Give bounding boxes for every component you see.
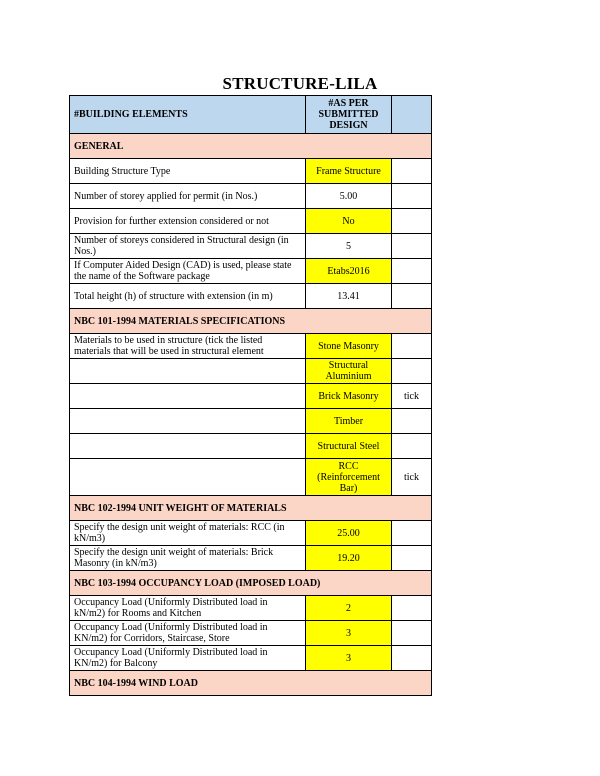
row-label — [70, 384, 306, 409]
header-building-elements: #BUILDING ELEMENTS — [70, 96, 306, 134]
row-value[interactable]: Etabs2016 — [306, 259, 392, 284]
row-label: Provision for further extension considered or not — [70, 209, 306, 234]
table-row — [70, 284, 432, 309]
section-title: NBC 102-1994 UNIT WEIGHT OF MATERIALS — [70, 496, 432, 521]
row-extra[interactable] — [392, 159, 432, 184]
table-row — [70, 184, 432, 209]
table-row — [70, 159, 432, 184]
row-value[interactable]: 2 — [306, 596, 392, 621]
row-extra[interactable] — [392, 259, 432, 284]
row-value[interactable]: 13.41 — [306, 284, 392, 309]
row-value[interactable]: Timber — [306, 409, 392, 434]
table-row — [70, 434, 432, 459]
row-extra[interactable] — [392, 359, 432, 384]
row-value[interactable]: Structural Aluminium — [306, 359, 392, 384]
section-title: GENERAL — [70, 134, 432, 159]
row-extra[interactable] — [392, 521, 432, 546]
row-label — [70, 434, 306, 459]
row-extra[interactable] — [392, 409, 432, 434]
row-value[interactable]: Stone Masonry — [306, 334, 392, 359]
section-title: NBC 104-1994 WIND LOAD — [70, 671, 432, 696]
row-value[interactable]: 3 — [306, 621, 392, 646]
row-extra[interactable] — [392, 184, 432, 209]
table-header-row — [70, 96, 432, 134]
row-label: Specify the design unit weight of materials: Brick Masonry (in kN/m3) — [70, 546, 306, 571]
row-label: Occupancy Load (Uniformly Distributed load in KN/m2) for Corridors, Staircase, Store — [70, 621, 306, 646]
table-row — [70, 384, 432, 409]
table-row — [70, 209, 432, 234]
table-row — [70, 621, 432, 646]
row-value[interactable]: RCC (Reinforcement Bar) — [306, 459, 392, 496]
section-nbc-102 — [70, 496, 432, 521]
section-nbc-103 — [70, 571, 432, 596]
row-value[interactable]: 5.00 — [306, 184, 392, 209]
table-row — [70, 596, 432, 621]
row-label: Number of storey applied for permit (in Nos.) — [70, 184, 306, 209]
table-row — [70, 359, 432, 384]
header-submitted-design: #AS PER SUBMITTED DESIGN — [306, 96, 392, 134]
row-extra[interactable] — [392, 209, 432, 234]
header-extra — [392, 96, 432, 134]
section-nbc-101 — [70, 309, 432, 334]
row-extra[interactable] — [392, 646, 432, 671]
row-label: Building Structure Type — [70, 159, 306, 184]
row-value[interactable]: Structural Steel — [306, 434, 392, 459]
row-label: Specify the design unit weight of materials: RCC (in kN/m3) — [70, 521, 306, 546]
row-value[interactable]: 3 — [306, 646, 392, 671]
row-extra[interactable] — [392, 234, 432, 259]
row-extra[interactable] — [392, 284, 432, 309]
table-row — [70, 334, 432, 359]
table-row — [70, 459, 432, 496]
row-label: Occupancy Load (Uniformly Distributed load in KN/m2) for Balcony — [70, 646, 306, 671]
row-extra[interactable]: tick — [392, 384, 432, 409]
row-label: Number of storeys considered in Structural design (in Nos.) — [70, 234, 306, 259]
row-extra[interactable] — [392, 596, 432, 621]
table-row — [70, 234, 432, 259]
table-row — [70, 259, 432, 284]
table-row — [70, 521, 432, 546]
structure-table — [69, 95, 432, 696]
section-general — [70, 134, 432, 159]
table-row — [70, 646, 432, 671]
row-value[interactable]: 5 — [306, 234, 392, 259]
row-label: If Computer Aided Design (CAD) is used, please state the name of the Software package — [70, 259, 306, 284]
row-label: Materials to be used in structure (tick the listed materials that will be used in structural element — [70, 334, 306, 359]
row-label: Total height (h) of structure with extension (in m) — [70, 284, 306, 309]
row-value[interactable]: No — [306, 209, 392, 234]
row-value[interactable]: 19.20 — [306, 546, 392, 571]
row-extra[interactable] — [392, 621, 432, 646]
row-extra[interactable] — [392, 434, 432, 459]
row-label — [70, 459, 306, 496]
page-title: STRUCTURE-LILA — [222, 74, 378, 93]
section-title: NBC 101-1994 MATERIALS SPECIFICATIONS — [70, 309, 432, 334]
row-value[interactable]: Frame Structure — [306, 159, 392, 184]
row-extra[interactable] — [392, 546, 432, 571]
row-value[interactable]: Brick Masonry — [306, 384, 392, 409]
table-row — [70, 546, 432, 571]
section-title: NBC 103-1994 OCCUPANCY LOAD (IMPOSED LOAD) — [70, 571, 432, 596]
row-label — [70, 409, 306, 434]
section-nbc-104 — [70, 671, 432, 696]
row-label — [70, 359, 306, 384]
table-row — [70, 409, 432, 434]
row-label: Occupancy Load (Uniformly Distributed load in kN/m2) for Rooms and Kitchen — [70, 596, 306, 621]
row-value[interactable]: 25.00 — [306, 521, 392, 546]
row-extra[interactable] — [392, 334, 432, 359]
row-extra[interactable]: tick — [392, 459, 432, 496]
